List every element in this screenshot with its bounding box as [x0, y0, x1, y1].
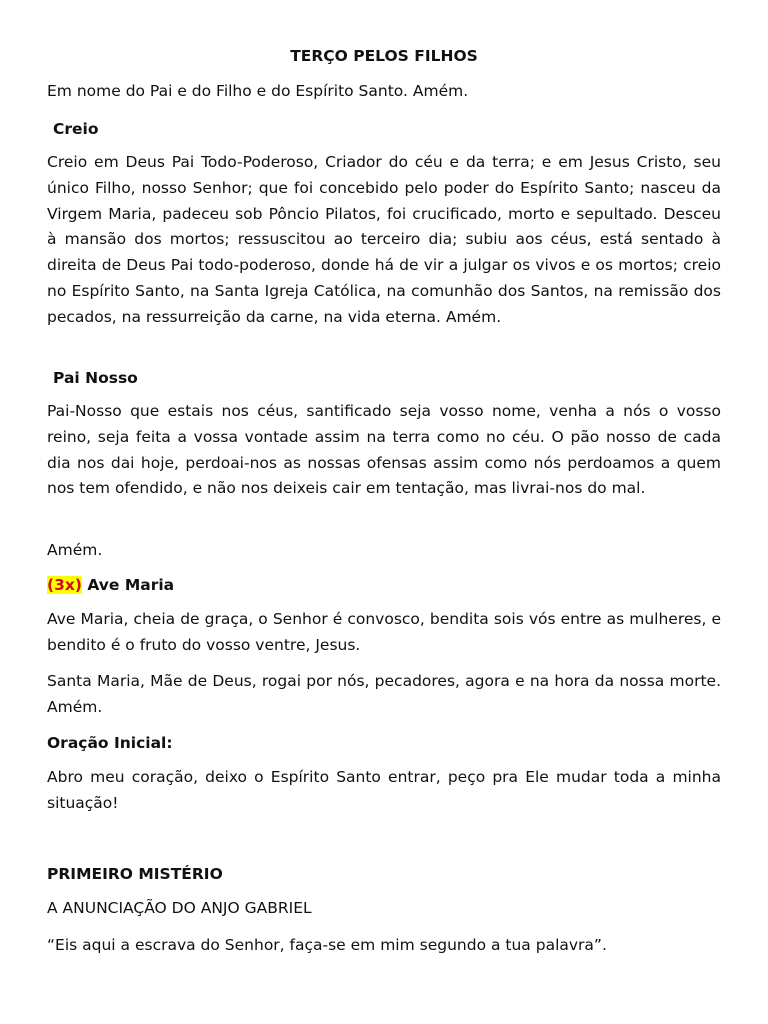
- creio-heading: Creio: [53, 120, 99, 138]
- ave-maria-text-2: Santa Maria, Mãe de Deus, rogai por nós, pecadores, agora e na hora da nossa morte. Amém.: [47, 672, 721, 716]
- pai-nosso-heading: Pai Nosso: [53, 369, 138, 387]
- oracao-inicial-text: Abro meu coração, deixo o Espírito Santo entrar, peço pra Ele mudar toda a minha situação!: [47, 768, 721, 812]
- pai-nosso-amen: Amém.: [47, 541, 103, 559]
- sign-of-cross: Em nome do Pai e do Filho e do Espírito Santo. Amém.: [47, 82, 469, 100]
- ave-maria-heading: Ave Maria: [87, 576, 175, 594]
- ave-maria-text-1: Ave Maria, cheia de graça, o Senhor é convosco, bendita sois vós entre as mulheres, e bendito é o fruto do vosso ventre, Jesus.: [47, 610, 721, 654]
- oracao-inicial-heading: Oração Inicial:: [47, 734, 173, 752]
- primeiro-misterio-heading: PRIMEIRO MISTÉRIO: [47, 865, 223, 883]
- document-title: TERÇO PELOS FILHOS: [290, 47, 478, 65]
- ave-maria-count-badge: (3x): [47, 576, 82, 594]
- misterio-quote: “Eis aqui a escrava do Senhor, faça-se em mim segundo a tua palavra”.: [47, 936, 607, 954]
- misterio-subtitle: A ANUNCIAÇÃO DO ANJO GABRIEL: [47, 899, 312, 917]
- pai-nosso-text: Pai-Nosso que estais nos céus, santificado seja vosso nome, venha a nós o vosso reino, seja feita a vossa vontade assim na terra como no céu. O pão nosso de cada dia nos dai hoje, perdoai-nos as nossas ofensas assim como nós perdoamos a quem nos tem ofendido, e não nos deixeis cair em tentação, mas livrai-nos do mal.: [47, 402, 721, 498]
- document-page: [47, 0, 721, 1024]
- creio-text: Creio em Deus Pai Todo-Poderoso, Criador do céu e da terra; e em Jesus Cristo, seu único Filho, nosso Senhor; que foi concebido pelo poder do Espírito Santo; nasceu da Virgem Maria, padeceu sob Pôncio Pilatos, foi crucificado, morto e sepultado. Desceu à mansão dos mortos; ressuscitou ao terceiro dia; subiu aos céus, está sentado à direita de Deus Pai todo-poderoso, donde há de vir a julgar os vivos e os mortos; creio no Espírito Santo, na Santa Igreja Católica, na comunhão dos Santos, na remissão dos pecados, na ressurreição da carne, na vida eterna. Amém.: [47, 153, 721, 326]
- ave-maria-heading-row: [47, 573, 721, 597]
